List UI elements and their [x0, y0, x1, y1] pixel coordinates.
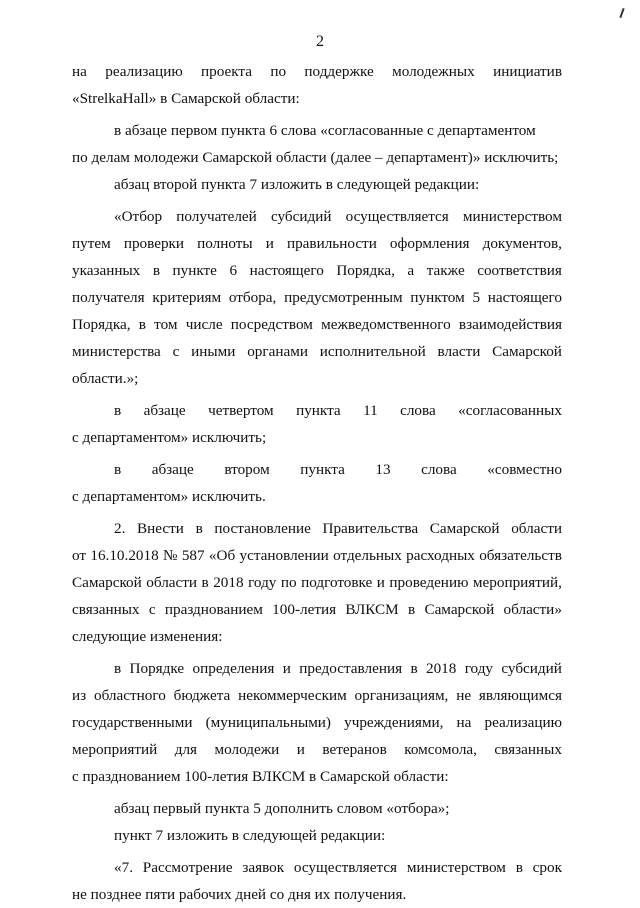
line-text: с празднованием 100-летия ВЛКСМ в Самарской области:: [72, 768, 449, 785]
justified-line: [72, 709, 562, 736]
justified-line: [72, 682, 562, 709]
word: том: [154, 316, 178, 333]
word: Порядка,: [336, 262, 395, 279]
word: подготовке: [301, 574, 373, 591]
justified-line: [114, 655, 562, 682]
text-line: [72, 230, 562, 257]
line-text: не позднее пяти рабочих дней со дня их получения.: [72, 886, 407, 903]
word: и: [296, 741, 305, 758]
word: иными: [191, 343, 236, 360]
word: предусмотренным: [284, 289, 403, 306]
justified-line: [72, 284, 562, 311]
text-line: [72, 542, 562, 569]
text-line: [72, 456, 562, 483]
word: в: [114, 461, 122, 478]
text-line: [72, 682, 562, 709]
text-line: [72, 284, 562, 311]
word: Правительства: [322, 520, 419, 537]
word: посредством: [230, 316, 313, 333]
word: году: [464, 660, 494, 677]
word: определения: [192, 660, 275, 677]
word: получателей: [176, 208, 257, 225]
word: проекта: [201, 63, 252, 80]
word: Порядке: [129, 660, 185, 677]
word: и: [265, 235, 274, 252]
word: 100-летия: [272, 601, 337, 618]
word: расходных: [406, 547, 475, 564]
word: организациям,: [354, 687, 449, 704]
word: молодежных: [392, 63, 475, 80]
word: обязательств: [479, 547, 562, 564]
word: на: [72, 63, 87, 80]
word: области: [146, 574, 198, 591]
word: органами: [247, 343, 308, 360]
word: в: [407, 601, 416, 618]
text-line: [72, 881, 562, 908]
word: предоставления: [299, 660, 403, 677]
word: году: [248, 574, 277, 591]
word: абзаце: [151, 461, 194, 478]
word: в: [201, 574, 209, 591]
text-line: [72, 311, 562, 338]
line-text: с департаментом» исключить;: [72, 429, 267, 446]
word: мероприятий,: [472, 574, 562, 591]
text-line: [72, 795, 562, 822]
justified-line: [114, 515, 562, 542]
word: области: [511, 520, 562, 537]
word: (муниципальными): [205, 714, 331, 731]
word: установлении: [239, 547, 329, 564]
word: по: [270, 63, 287, 80]
justified-line: [114, 456, 562, 483]
word: полноты: [197, 235, 253, 252]
justified-line: [72, 311, 562, 338]
word: получателя: [72, 289, 145, 306]
justified-line: [72, 230, 562, 257]
word: отдельных: [333, 547, 402, 564]
word: настоящего: [487, 289, 562, 306]
word: «Отбор: [114, 208, 163, 225]
word: 587: [181, 547, 205, 564]
word: ветеранов: [322, 741, 387, 758]
word: связанных: [494, 741, 562, 758]
word: также: [426, 262, 465, 279]
word: 2.: [114, 520, 126, 537]
word: от: [72, 547, 87, 564]
line-text: с департаментом» исключить.: [72, 488, 266, 505]
text-line: [72, 203, 562, 230]
word: втором: [224, 461, 270, 478]
word: №: [163, 547, 178, 564]
scan-mark: [619, 8, 624, 18]
word: пункта: [296, 402, 341, 419]
justified-line: [72, 736, 562, 763]
word: в: [114, 660, 122, 677]
word: «7.: [114, 859, 133, 876]
word: «Об: [208, 547, 236, 564]
word: реализацию: [484, 714, 562, 731]
text-line: [72, 85, 562, 112]
word: «совместно: [487, 461, 562, 478]
word: и: [376, 574, 385, 591]
word: постановление: [214, 520, 311, 537]
document-body: [72, 58, 562, 908]
justified-line: [72, 542, 562, 569]
word: Рассмотрение: [142, 859, 233, 876]
word: молодежи: [214, 741, 280, 758]
word: в: [515, 859, 523, 876]
word: Самарской: [72, 574, 142, 591]
word: 6: [229, 262, 238, 279]
text-line: [72, 854, 562, 881]
word: министерством: [462, 208, 562, 225]
word: в: [152, 262, 160, 279]
text-line: [72, 58, 562, 85]
word: пункта: [300, 461, 345, 478]
text-line: [72, 117, 562, 144]
word: областного: [93, 687, 166, 704]
word: заявок: [242, 859, 285, 876]
word: бюджета: [173, 687, 231, 704]
word: настоящего: [249, 262, 324, 279]
word: 5: [472, 289, 481, 306]
word: в: [138, 316, 146, 333]
text-line: [72, 257, 562, 284]
word: с: [148, 601, 156, 618]
word: министерства: [72, 343, 161, 360]
text-line: [72, 763, 562, 790]
text-line: [72, 171, 562, 198]
word: 2018: [425, 660, 457, 677]
word: являющимся: [478, 687, 562, 704]
justified-line: [72, 569, 562, 596]
word: по: [280, 574, 297, 591]
text-line: [72, 655, 562, 682]
text-line: [72, 424, 562, 451]
text-line: [72, 569, 562, 596]
word: государственными: [72, 714, 193, 731]
word: правильности: [286, 235, 377, 252]
word: для: [174, 741, 198, 758]
word: осуществляется: [293, 859, 398, 876]
word: проведению: [389, 574, 469, 591]
word: власти: [437, 343, 481, 360]
line-text: по делам молодежи Самарской области (далее – департамент)» исключить;: [72, 149, 559, 166]
word: слова: [421, 461, 457, 478]
word: области»: [503, 601, 562, 618]
word: осуществляется: [345, 208, 449, 225]
justified-line: [114, 854, 562, 881]
justified-line: [114, 203, 562, 230]
line-text: следующие изменения:: [72, 628, 223, 645]
word: четвертом: [208, 402, 274, 419]
word: Самарской: [429, 520, 500, 537]
word: поддержке: [304, 63, 374, 80]
word: в: [114, 402, 122, 419]
word: с: [172, 343, 180, 360]
word: взаимодействия: [458, 316, 562, 333]
word: из: [72, 687, 87, 704]
word: исполнительной: [319, 343, 426, 360]
word: учреждениями,: [344, 714, 444, 731]
line-text: пункт 7 изложить в следующей редакции:: [114, 827, 386, 844]
word: Порядка,: [72, 316, 131, 333]
word: инициатив: [493, 63, 562, 80]
word: путем: [72, 235, 111, 252]
word: субсидий: [270, 208, 332, 225]
word: реализацию: [105, 63, 183, 80]
word: Самарской: [424, 601, 495, 618]
word: празднованием: [164, 601, 263, 618]
justified-line: [72, 58, 562, 85]
text-line: [72, 623, 562, 650]
text-line: [72, 709, 562, 736]
word: пунктом: [410, 289, 465, 306]
word: пункте: [172, 262, 217, 279]
word: министерством: [406, 859, 506, 876]
line-text: абзац второй пункта 7 изложить в следующей редакции:: [114, 176, 480, 193]
word: документов,: [482, 235, 562, 252]
word: не: [456, 687, 472, 704]
word: Внести: [137, 520, 184, 537]
word: проверки: [123, 235, 185, 252]
word: «согласованных: [458, 402, 562, 419]
word: соответствия: [477, 262, 562, 279]
word: числе: [185, 316, 223, 333]
word: на: [456, 714, 472, 731]
word: некоммерческим: [238, 687, 347, 704]
word: в: [410, 660, 418, 677]
text-line: [72, 483, 562, 510]
word: оформления: [389, 235, 470, 252]
text-line: [72, 144, 562, 171]
word: а: [407, 262, 415, 279]
line-text: абзац первый пункта 5 дополнить словом «отбора»;: [114, 800, 450, 817]
justified-line: [72, 596, 562, 623]
line-text: «StrelkaHall» в Самарской области:: [72, 90, 300, 107]
word: указанных: [72, 262, 141, 279]
word: абзаце: [143, 402, 186, 419]
line-text: в абзаце первом пункта 6 слова «согласованные с департаментом: [114, 122, 536, 139]
word: межведомственного: [321, 316, 451, 333]
line-text: области.»;: [72, 370, 139, 387]
word: критериям: [152, 289, 222, 306]
text-line: [72, 397, 562, 424]
word: субсидий: [501, 660, 562, 677]
word: Самарской: [492, 343, 562, 360]
word: 16.10.2018: [90, 547, 159, 564]
word: слова: [400, 402, 436, 419]
text-line: [72, 736, 562, 763]
word: ВЛКСМ: [345, 601, 399, 618]
text-line: [72, 596, 562, 623]
word: связанных: [72, 601, 140, 618]
page-number: 2: [316, 33, 324, 50]
word: в: [195, 520, 203, 537]
word: 11: [363, 402, 378, 419]
word: мероприятий: [72, 741, 158, 758]
text-line: [72, 515, 562, 542]
text-line: [72, 338, 562, 365]
word: срок: [532, 859, 562, 876]
justified-line: [72, 257, 562, 284]
word: комсомола,: [404, 741, 477, 758]
word: отбора,: [228, 289, 277, 306]
text-line: [72, 822, 562, 849]
justified-line: [114, 397, 562, 424]
justified-line: [72, 338, 562, 365]
word: 13: [375, 461, 391, 478]
text-line: [72, 365, 562, 392]
word: 2018: [213, 574, 244, 591]
word: и: [282, 660, 291, 677]
